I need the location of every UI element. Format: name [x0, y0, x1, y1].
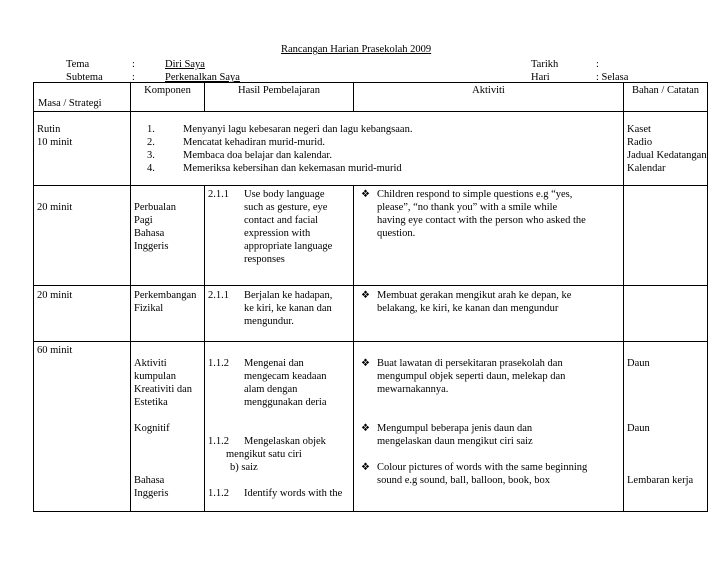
- tarikh-colon: :: [596, 59, 599, 70]
- row4-bahan: Daun Daun Lembaran kerja: [624, 342, 708, 512]
- bullet-icon: ❖: [361, 290, 370, 301]
- header-bahan: Bahan / Catatan: [624, 83, 708, 112]
- lesson-plan-table: [33, 82, 708, 512]
- bullet-icon: ❖: [361, 358, 370, 369]
- table-row: [34, 186, 708, 286]
- row4-aktiviti: ❖ Buat lawatan di persekitaran prasekolah dan mengumpul objek seperti daun, melekap dan mewarnakannya. ❖ Mengumpul beberapa jenis daun dan mengelaskan daun mengikut ciri saiz ❖ Colour pictures of words with the same beginning sound e.g sound, ball, balloon, book, box: [354, 342, 624, 512]
- header-aktiviti: Aktiviti: [354, 83, 624, 112]
- tema-value: Diri Saya: [165, 59, 205, 70]
- list-item: 4. Memeriksa kebersihan dan kekemasan murid-murid: [147, 163, 402, 174]
- header-masa: Masa / Strategi: [34, 83, 131, 112]
- row2-komponen: Perbualan Pagi Bahasa Inggeris: [131, 186, 205, 286]
- header-row: [34, 83, 708, 112]
- header-komponen: Komponen: [131, 83, 205, 112]
- row3-bahan: [624, 286, 708, 342]
- row1-masa: Rutin 10 minit: [34, 112, 131, 186]
- tarikh-label: Tarikh: [531, 59, 559, 70]
- row3-hasil: 2.1.1 Berjalan ke hadapan, ke kiri, ke kanan dan mengundur.: [205, 286, 354, 342]
- row3-komponen: Perkembangan Fizikal: [131, 286, 205, 342]
- row1-items: [131, 112, 624, 186]
- row2-bahan: [624, 186, 708, 286]
- subtema-colon: :: [132, 72, 135, 83]
- hari-value: : Selasa: [596, 72, 629, 83]
- hari-label: Hari: [531, 72, 550, 83]
- table-row: [34, 342, 708, 512]
- table-row: [34, 112, 708, 186]
- bullet-icon: ❖: [361, 189, 370, 200]
- row3-masa: 20 minit: [34, 286, 131, 342]
- page-title: Rancangan Harian Prasekolah 2009: [281, 44, 432, 55]
- row4-masa: 60 minit: [34, 342, 131, 512]
- row1-bahan: Kaset Radio Jadual Kedatangan Kalendar: [624, 112, 708, 186]
- subtema-label: Subtema: [66, 72, 103, 83]
- bullet-icon: ❖: [361, 462, 370, 473]
- list-item: 2. Mencatat kehadiran murid-murid.: [147, 137, 325, 148]
- row2-masa: 20 minit: [34, 186, 131, 286]
- bullet-icon: ❖: [361, 423, 370, 434]
- row4-hasil: 1.1.2 Mengenai dan mengecam keadaan alam dengan menggunakan deria 1.1.2 Mengelaskan objek mengikut satu ciri b) saiz 1.1.2 Identify words with the: [205, 342, 354, 512]
- tema-colon: :: [132, 59, 135, 70]
- row2-hasil: 2.1.1 Use body language such as gesture, eye contact and facial expression with appropriate language responses: [205, 186, 354, 286]
- tema-label: Tema: [66, 59, 90, 70]
- row2-aktiviti: ❖ Children respond to simple questions e.g “yes, please”, “no thank you” with a smile while having eye contact with the person who asked the question.: [354, 186, 624, 286]
- row4-komponen: Aktiviti kumpulan Kreativiti dan Estetika Kognitif Bahasa Inggeris: [131, 342, 205, 512]
- header-hasil: Hasil Pembelajaran: [205, 83, 354, 112]
- row3-aktiviti: ❖ Membuat gerakan mengikut arah ke depan, ke belakang, ke kiri, ke kanan dan mengundur: [354, 286, 624, 342]
- subtema-value: Perkenalkan Saya: [165, 72, 240, 83]
- list-item: 1. Menyanyi lagu kebesaran negeri dan lagu kebangsaan.: [147, 124, 413, 135]
- table-row: [34, 286, 708, 342]
- list-item: 3. Membaca doa belajar dan kalendar.: [147, 150, 332, 161]
